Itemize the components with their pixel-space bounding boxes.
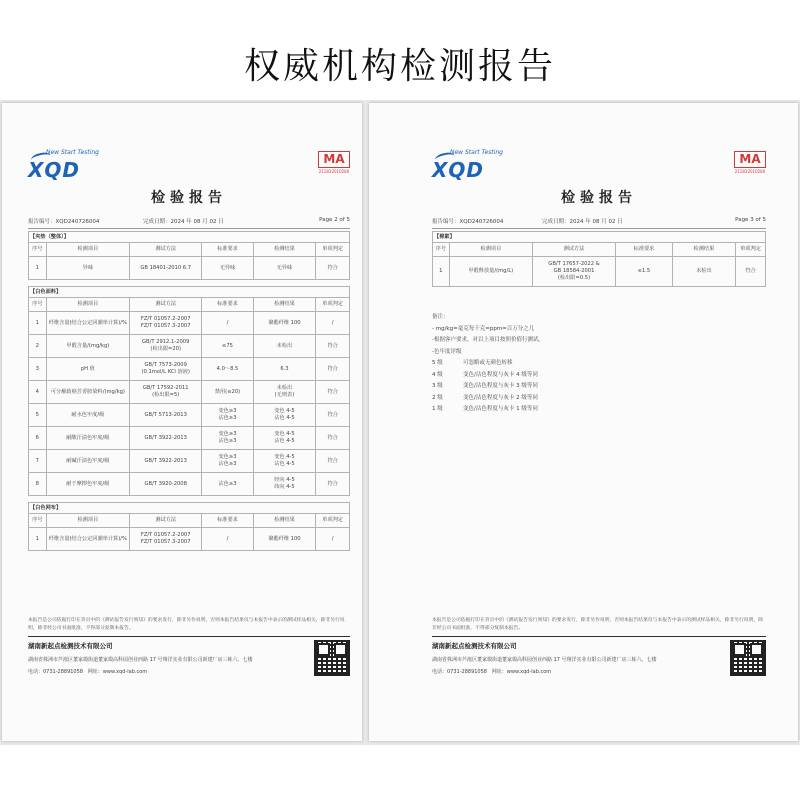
report-number: 报告编号：XQD240726004 xyxy=(28,219,100,225)
note-line: - mg/kg=毫克每千克=ppm=百万分之几 xyxy=(432,325,535,332)
header-row xyxy=(29,298,350,312)
cma-mark: MA xyxy=(318,151,350,168)
table-cell: 6 xyxy=(29,427,47,450)
logo-tagline: New Start Testing xyxy=(450,149,503,156)
table-cell: 3 xyxy=(29,358,47,381)
footer-rule xyxy=(432,636,766,637)
column-header: 检测项目 xyxy=(46,514,129,528)
logo-mark: XQD xyxy=(432,158,485,182)
report-notice: 本报告是公司依据打印在背页中的《测试报告发行须知》的要求发行，除非另作说明，否则本报告结果仅与本报告中表示的测试样品相关，除非另行说明，除非经公司书面批准，不得部分复制本报告。 xyxy=(28,618,345,631)
document-title: 检验报告 xyxy=(151,190,227,206)
table-cell: ≤75 xyxy=(202,335,253,358)
grade-level: 3 级 xyxy=(432,383,443,389)
note-line: -根据客户要求，对以上项目按照价值行测试。 xyxy=(432,337,544,343)
table-cell: ≤1.5 xyxy=(616,257,673,287)
company-contact xyxy=(28,666,298,678)
column-header: 测试方法 xyxy=(130,243,202,257)
page-content xyxy=(28,103,350,741)
table-cell: GB/T 3920-2008 xyxy=(130,473,202,496)
section-gap xyxy=(29,280,350,287)
table-cell: 甲醛含量/(mg/kg) xyxy=(46,335,129,358)
column-header: 检测项目 xyxy=(46,243,129,257)
report-page-2 xyxy=(2,103,362,741)
completion-date: 完成日期：2024 年 08 月 02 日 xyxy=(143,219,224,225)
section-title: 【夹垫（整体）】 xyxy=(29,232,350,243)
qr-code xyxy=(314,640,350,676)
table-cell: GB/T 2912.1-2009 (检出限=20) xyxy=(130,335,202,358)
xqd-logo xyxy=(28,149,108,182)
document-title: 检验报告 xyxy=(561,190,637,206)
grade-level: 2 级 xyxy=(432,394,443,401)
table-cell: 4 xyxy=(29,381,47,404)
column-header: 测试方法 xyxy=(130,298,202,312)
column-header: 检测结果 xyxy=(253,243,316,257)
table-cell: 6.3 xyxy=(253,358,316,381)
company-phone: 电话：0731-28891058 xyxy=(28,669,83,675)
column-header: 序号 xyxy=(433,243,450,257)
table-row xyxy=(29,450,350,473)
table-cell: 变色≥3 沾色≥3 xyxy=(202,427,253,450)
cma-stamp xyxy=(318,151,350,174)
column-header: 单项判定 xyxy=(316,298,350,312)
table-cell: 1 xyxy=(29,528,47,551)
section-gap xyxy=(29,496,350,503)
column-header: 标准要求 xyxy=(202,514,253,528)
logo-tagline: New Start Testing xyxy=(46,149,99,156)
table-cell: 甲醛释放量/(mg/L) xyxy=(449,257,532,287)
table-row xyxy=(29,404,350,427)
column-header: 检测项目 xyxy=(46,298,129,312)
table-cell: 聚酯纤维 100 xyxy=(253,528,316,551)
column-header: 单项判定 xyxy=(736,243,766,257)
table-cell: 符合 xyxy=(316,473,350,496)
table-cell: 纤维含量(结合公定回潮率计算)/% xyxy=(46,528,129,551)
table-cell: / xyxy=(316,312,350,335)
table-row xyxy=(29,473,350,496)
company-name: 湖南新起点检测技术有限公司 xyxy=(28,642,113,650)
table-cell: 未检出 xyxy=(253,335,316,358)
table-cell: 耐水色牢度/级 xyxy=(46,404,129,427)
table-cell: 2 xyxy=(29,335,47,358)
column-header: 标准要求 xyxy=(202,298,253,312)
grade-description: 可忽略或无颜色转移 xyxy=(463,360,513,366)
table-cell: 禁用(≤20) xyxy=(202,381,253,404)
column-header: 序号 xyxy=(29,243,47,257)
column-header: 测试方法 xyxy=(130,514,202,528)
table-cell: 8 xyxy=(29,473,47,496)
results-table xyxy=(432,231,766,287)
company-phone: 电话：0731-28891058 xyxy=(432,669,487,675)
table-cell: GB/T 5713-2013 xyxy=(130,404,202,427)
grade-row xyxy=(432,358,766,370)
grade-row xyxy=(432,370,766,382)
report-page-3 xyxy=(369,103,798,741)
notes-block xyxy=(432,312,766,416)
table-cell: FZ/T 01057.2-2007 FZ/T 01057.3-2007 xyxy=(130,312,202,335)
results-table xyxy=(28,231,350,551)
section-title: 【棉絮】 xyxy=(433,232,766,243)
table-cell: FZ/T 01057.2-2007 FZ/T 01057.3-2007 xyxy=(130,528,202,551)
table-cell: 符合 xyxy=(736,257,766,287)
table-row xyxy=(29,335,350,358)
cma-mark: MA xyxy=(734,151,766,168)
table-cell: 沾色≥3 xyxy=(202,473,253,496)
header-row xyxy=(29,243,350,257)
table-cell: / xyxy=(202,312,253,335)
grade-level: 4 级 xyxy=(432,371,443,378)
table-cell: 变色 4-5 沾色 4-5 xyxy=(253,450,316,473)
grade-row xyxy=(432,404,766,416)
table-cell: 聚酯纤维 100 xyxy=(253,312,316,335)
table-cell: GB/T 17592-2011 (检出限=5) xyxy=(130,381,202,404)
table-row xyxy=(29,358,350,381)
banner-title: 权威机构检测报告 xyxy=(243,46,556,87)
table-cell: 5 xyxy=(29,404,47,427)
table-cell: 1 xyxy=(29,312,47,335)
table-cell: 符合 xyxy=(316,381,350,404)
table-row xyxy=(29,381,350,404)
table-cell: GB/T 3922-2013 xyxy=(130,450,202,473)
header-row xyxy=(29,514,350,528)
column-header: 检测项目 xyxy=(449,243,532,257)
grade-description: 变色/沾色程度与灰卡 1 级等同 xyxy=(463,406,538,412)
cma-stamp xyxy=(734,151,766,174)
table-cell: 变色 4-5 沾色 4-5 xyxy=(253,427,316,450)
column-header: 序号 xyxy=(29,298,47,312)
table-cell: 符合 xyxy=(316,450,350,473)
table-cell: 耐酸汗渍色牢度/级 xyxy=(46,427,129,450)
table-cell: 耐干摩擦色牢度/级 xyxy=(46,473,129,496)
table-cell: 无异味 xyxy=(202,257,253,280)
qr-code xyxy=(730,640,766,676)
table-cell: 未检出 (无则表) xyxy=(253,381,316,404)
logo-mark: XQD xyxy=(28,158,81,182)
table-row xyxy=(29,528,350,551)
header-rule xyxy=(432,228,766,229)
header-row xyxy=(433,243,766,257)
grade-level: 5 级 xyxy=(432,360,443,366)
table-row xyxy=(29,312,350,335)
table-cell: 无异味 xyxy=(253,257,316,280)
column-header: 单项判定 xyxy=(316,514,350,528)
table-cell: 1 xyxy=(29,257,47,280)
completion-date: 完成日期：2024 年 08 月 02 日 xyxy=(542,219,623,225)
section-row xyxy=(433,232,766,243)
table-cell: / xyxy=(316,528,350,551)
column-header: 单项判定 xyxy=(316,243,350,257)
table-row xyxy=(29,427,350,450)
table-cell: 符合 xyxy=(316,335,350,358)
page-content xyxy=(432,103,766,741)
grade-description: 变色/沾色程度与灰卡 3 级等同 xyxy=(463,383,538,389)
company-address: 湖南省株洲市芦淞区董家塅街道董家塅高科园创业西路 17 号翔洋实业有限公司新建厂房三栋六、七楼 xyxy=(432,657,657,663)
cma-number: 211832010280 xyxy=(318,169,350,174)
table-cell: 纤维含量(结合公定回潮率计算)/% xyxy=(46,312,129,335)
table-cell: 可分解致癌芳香胺染料/(mg/kg) xyxy=(46,381,129,404)
company-contact xyxy=(432,666,717,678)
table-cell: 变色≥3 沾色≥3 xyxy=(202,404,253,427)
table-cell: 异味 xyxy=(46,257,129,280)
table-row xyxy=(433,257,766,287)
table-cell: / xyxy=(202,528,253,551)
table-cell: 4.0～8.5 xyxy=(202,358,253,381)
table-cell: 变色 4-5 沾色 4-5 xyxy=(253,404,316,427)
table-cell: 未检出 xyxy=(672,257,735,287)
header-rule xyxy=(28,228,350,229)
section-row xyxy=(29,232,350,243)
table-cell: GB/T 3922-2013 xyxy=(130,427,202,450)
table-cell: 变色≥3 沾色≥3 xyxy=(202,450,253,473)
column-header: 检测结果 xyxy=(672,243,735,257)
grade-description: 变色/沾色程度与灰卡 2 级等同 xyxy=(463,394,538,401)
table-cell: 符合 xyxy=(316,358,350,381)
grade-description: 变色/沾色程度与灰卡 4 级等同 xyxy=(463,371,538,378)
column-header: 标准要求 xyxy=(202,243,253,257)
xqd-logo xyxy=(432,149,512,182)
section-row xyxy=(29,503,350,514)
table-cell: 耐碱汗渍色牢度/级 xyxy=(46,450,129,473)
table-row xyxy=(29,257,350,280)
table-cell: 7 xyxy=(29,450,47,473)
table-cell: 符合 xyxy=(316,427,350,450)
column-header: 检测结果 xyxy=(253,298,316,312)
table-cell: 经向 4-5 纬向 4-5 xyxy=(253,473,316,496)
notes-label: 备注： xyxy=(432,314,449,320)
company-address-block xyxy=(432,654,717,678)
company-name: 湖南新起点检测技术有限公司 xyxy=(432,642,517,650)
report-notice: 本报告是公司依据打印在背页中的《测试报告发行须知》的要求发行，除非另作说明，否则本报告结果仅与本报告中表示的测试样品相关，除非另行说明，除非经公司书面批准，不得部分复制本报告。 xyxy=(432,618,763,631)
column-header: 标准要求 xyxy=(616,243,673,257)
page-number: Page 3 of 5 xyxy=(735,217,766,223)
page-number: Page 2 of 5 xyxy=(319,217,350,223)
table-cell: GB 18401-2010 6.7 xyxy=(130,257,202,280)
section-title: 【白色面料】 xyxy=(29,287,350,298)
table-cell: 符合 xyxy=(316,257,350,280)
company-website: 网址：www.xqd-lab.com xyxy=(87,669,148,675)
grade-row xyxy=(432,381,766,393)
grade-level: 1 级 xyxy=(432,406,443,412)
section-title: 【白色网布】 xyxy=(29,503,350,514)
table-cell: GB/T 17657-2022 & GB 18584-2001 (检出限=0.5) xyxy=(532,257,615,287)
grade-row xyxy=(432,393,766,405)
table-cell: 1 xyxy=(433,257,450,287)
column-header: 序号 xyxy=(29,514,47,528)
company-website: 网址：www.xqd-lab.com xyxy=(491,669,552,675)
column-header: 检测结果 xyxy=(253,514,316,528)
section-row xyxy=(29,287,350,298)
note-line: -色牢度评级 xyxy=(432,348,462,355)
table-cell: GB/T 7573-2009 (0.1mol/L KCl 溶液) xyxy=(130,358,202,381)
footer-rule xyxy=(28,636,350,637)
company-address-block xyxy=(28,654,298,678)
company-address: 湖南省株洲市芦淞区董家塅街道董家塅高科园创业西路 17 号翔洋实业有限公司新建厂房三栋六、七楼 xyxy=(28,657,253,663)
report-number: 报告编号：XQD240726004 xyxy=(432,219,504,225)
cma-number: 211832010280 xyxy=(734,169,766,174)
table-cell: 符合 xyxy=(316,404,350,427)
column-header: 测试方法 xyxy=(532,243,615,257)
table-cell: pH 值 xyxy=(46,358,129,381)
